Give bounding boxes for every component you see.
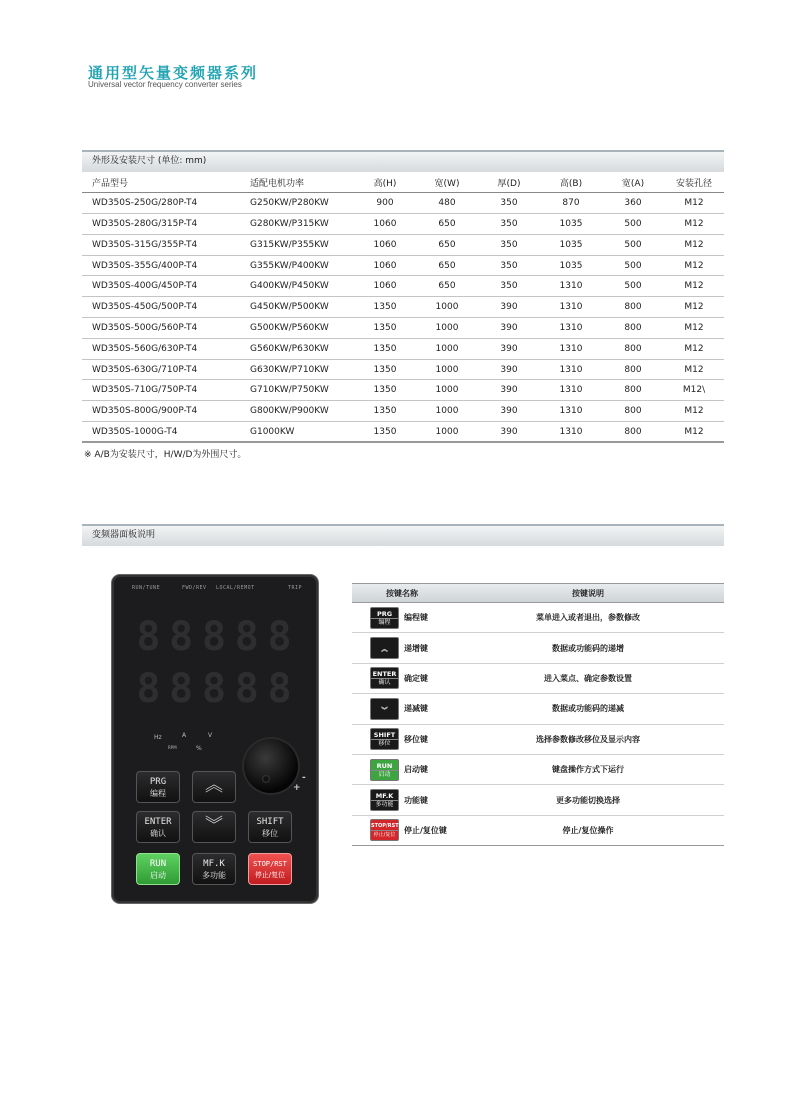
key-icon-label: ︾: [381, 705, 388, 714]
key-description: 选择参数修改移位及显示内容: [536, 734, 640, 744]
cell-power: G500KW/P560KW: [228, 318, 354, 339]
cell-power: G560KW/P630KW: [228, 338, 354, 359]
cell-depth: 350: [478, 193, 540, 214]
enter-key-icon: [370, 667, 399, 689]
cell-width: 1000: [416, 338, 478, 359]
cell-width: 1000: [416, 401, 478, 422]
table-row: [82, 255, 724, 276]
cell-mount-width: 500: [602, 255, 664, 276]
key-name: 功能键: [404, 795, 428, 805]
cell-width: 1000: [416, 380, 478, 401]
list-item: [352, 816, 724, 846]
prg-key-icon: [370, 607, 399, 629]
unit-hz: Hz: [154, 734, 162, 741]
chevron-up-icon: ︽: [205, 775, 223, 796]
cell-depth: 350: [478, 214, 540, 235]
cell-depth: 390: [478, 318, 540, 339]
key-icon-sublabel: 移位: [371, 739, 398, 748]
cell-hole: M12: [664, 318, 724, 339]
unit-rpm: RPM: [168, 745, 177, 750]
key-icon-label: PRG: [376, 609, 393, 618]
cell-mount-height: 870: [540, 193, 602, 214]
cell-height: 900: [354, 193, 416, 214]
run-key-icon: [370, 759, 399, 781]
cell-power: G800KW/P900KW: [228, 401, 354, 422]
cell-mount-width: 800: [602, 401, 664, 422]
stop-button-sublabel: 停止/复位: [254, 871, 286, 879]
col-header-mount-width: 宽(A): [602, 172, 664, 193]
table-row: [82, 380, 724, 401]
list-item: [352, 633, 724, 663]
cell-model: WD350S-355G/400P-T4: [82, 255, 228, 276]
cell-height: 1350: [354, 318, 416, 339]
cell-mount-width: 800: [602, 380, 664, 401]
enter-button-label: ENTER: [144, 817, 172, 827]
cell-power: G710KW/P750KW: [228, 380, 354, 401]
key-name: 递减键: [404, 704, 428, 714]
list-item: [352, 694, 724, 724]
key-name: 递增键: [404, 643, 428, 653]
shift-button-label: SHIFT: [256, 817, 284, 827]
cell-model: WD350S-450G/500P-T4: [82, 297, 228, 318]
knob-minus-label: -: [302, 773, 306, 783]
cell-height: 1350: [354, 401, 416, 422]
cell-hole: M12: [664, 422, 724, 443]
cell-width: 650: [416, 214, 478, 235]
cell-mount-width: 800: [602, 318, 664, 339]
key-table: [352, 583, 724, 846]
cell-hole: M12: [664, 401, 724, 422]
cell-power: G630KW/P710KW: [228, 359, 354, 380]
cell-depth: 390: [478, 359, 540, 380]
table-row: [82, 234, 724, 255]
cell-depth: 350: [478, 255, 540, 276]
table-row: [82, 338, 724, 359]
up-button[interactable]: [192, 771, 236, 803]
cell-depth: 350: [478, 276, 540, 297]
led-display-top: [134, 615, 294, 659]
led-digit: 8: [201, 614, 227, 660]
run-button-label: RUN: [149, 859, 167, 869]
key-icon-label: MF.K: [375, 792, 394, 801]
table-row: [82, 297, 724, 318]
cell-height: 1060: [354, 214, 416, 235]
cell-power: G280KW/P315KW: [228, 214, 354, 235]
key-description: 进入菜点、确定参数设置: [544, 673, 632, 683]
dimension-note: ※ A/B为安装尺寸，H/W/D为外围尺寸。: [84, 450, 247, 460]
down-button[interactable]: [192, 811, 236, 843]
key-icon-sublabel: 停止/复位: [371, 830, 398, 839]
shift-button[interactable]: [248, 811, 292, 843]
cell-width: 1000: [416, 359, 478, 380]
led-digit: 8: [136, 614, 161, 660]
page-title-en: Universal vector frequency converter series: [88, 80, 242, 89]
page-title-cn: 通用型矢量变频器系列: [88, 64, 259, 82]
key-description: 停止/复位操作: [562, 825, 614, 835]
panel-section-title: 变频器面板说明: [82, 524, 724, 546]
list-item: [352, 603, 724, 633]
cell-mount-height: 1310: [540, 380, 602, 401]
cell-depth: 390: [478, 380, 540, 401]
enter-button-sublabel: 确认: [150, 829, 166, 838]
knob-indicator-icon: [262, 775, 270, 783]
cell-width: 650: [416, 255, 478, 276]
prg-button[interactable]: [136, 771, 180, 803]
cell-mount-width: 800: [602, 297, 664, 318]
table-row: [82, 214, 724, 235]
key-icon-sublabel: 启动: [371, 770, 398, 779]
spec-table-header: [82, 172, 724, 193]
spec-table: [82, 172, 724, 443]
key-icon-label: SHIFT: [373, 731, 396, 740]
spec-section-title: 外形及安装尺寸 (单位: mm): [82, 150, 724, 172]
cell-model: WD350S-560G/630P-T4: [82, 338, 228, 359]
cell-width: 480: [416, 193, 478, 214]
unit-percent: %: [196, 745, 202, 752]
cell-mount-width: 500: [602, 214, 664, 235]
prg-button-sublabel: 编程: [150, 789, 166, 798]
cell-model: WD350S-630G/710P-T4: [82, 359, 228, 380]
cell-mount-height: 1035: [540, 214, 602, 235]
table-row: [82, 276, 724, 297]
key-table-header: [352, 583, 724, 603]
led-digit: 8: [234, 666, 259, 712]
mfk-button-label: MF.K: [203, 859, 225, 869]
cell-power: G355KW/P400KW: [228, 255, 354, 276]
cell-model: WD350S-1000G-T4: [82, 422, 228, 443]
led-digit: 8: [169, 614, 194, 660]
list-item: [352, 725, 724, 755]
cell-mount-width: 500: [602, 234, 664, 255]
key-name: 编程键: [404, 613, 428, 623]
led-digit: 8: [136, 666, 161, 712]
cell-mount-height: 1310: [540, 401, 602, 422]
cell-power: G400KW/P450KW: [228, 276, 354, 297]
col-header-mount-height: 高(B): [540, 172, 602, 193]
key-description: 菜单进入或者退出，参数修改: [536, 613, 640, 623]
key-description: 更多功能切换选择: [556, 795, 620, 805]
led-digit: 8: [201, 666, 227, 712]
key-name: 确定键: [404, 673, 428, 683]
key-icon-label: ENTER: [372, 670, 397, 679]
cell-height: 1350: [354, 297, 416, 318]
led-display-bottom: [134, 667, 294, 711]
cell-depth: 390: [478, 401, 540, 422]
key-icon-sublabel: 确认: [371, 678, 398, 687]
cell-width: 650: [416, 276, 478, 297]
cell-power: G1000KW: [228, 422, 354, 443]
cell-hole: M12: [664, 297, 724, 318]
cell-hole: M12\: [664, 380, 724, 401]
key-icon-label: ︽: [381, 645, 388, 654]
cell-depth: 390: [478, 297, 540, 318]
keypad-device: [112, 575, 318, 903]
mfk-button-sublabel: 多功能: [202, 871, 226, 880]
cell-mount-height: 1310: [540, 338, 602, 359]
cell-mount-width: 800: [602, 338, 664, 359]
down-key-icon: [370, 698, 399, 720]
cell-width: 1000: [416, 297, 478, 318]
cell-height: 1350: [354, 380, 416, 401]
col-header-model: 产品型号: [82, 172, 228, 193]
cell-height: 1060: [354, 234, 416, 255]
potentiometer-knob[interactable]: [244, 739, 298, 793]
cell-model: WD350S-280G/315P-T4: [82, 214, 228, 235]
cell-model: WD350S-400G/450P-T4: [82, 276, 228, 297]
cell-model: WD350S-250G/280P-T4: [82, 193, 228, 214]
unit-v: V: [208, 732, 213, 739]
key-description: 数据或功能码的递减: [552, 704, 624, 714]
key-icon-label: STOP/RST: [371, 823, 399, 830]
key-icon-label: RUN: [376, 761, 393, 770]
table-row: [82, 401, 724, 422]
shift-key-icon: [370, 728, 399, 750]
cell-mount-height: 1310: [540, 422, 602, 443]
cell-depth: 350: [478, 234, 540, 255]
unit-a: A: [182, 732, 187, 739]
trip-indicator: TRIP: [288, 585, 303, 591]
cell-mount-height: 1035: [540, 255, 602, 276]
up-key-icon: [370, 637, 399, 659]
fwd-rev-indicator: FWD/REV: [182, 585, 207, 591]
key-name-header: 按键名称: [386, 589, 418, 598]
run-tune-indicator: RUN/TUNE: [132, 585, 161, 591]
cell-mount-height: 1035: [540, 234, 602, 255]
key-desc-header: 按键说明: [572, 589, 604, 598]
cell-hole: M12: [664, 214, 724, 235]
cell-height: 1350: [354, 338, 416, 359]
cell-height: 1060: [354, 276, 416, 297]
led-digit: 8: [267, 666, 292, 712]
cell-height: 1350: [354, 359, 416, 380]
chevron-down-icon: ︾: [205, 815, 223, 836]
cell-mount-width: 500: [602, 276, 664, 297]
table-row: [82, 193, 724, 214]
cell-mount-height: 1310: [540, 318, 602, 339]
col-header-width: 宽(W): [416, 172, 478, 193]
cell-model: WD350S-800G/900P-T4: [82, 401, 228, 422]
table-row: [82, 422, 724, 443]
col-header-hole: 安装孔径: [664, 172, 724, 193]
cell-hole: M12: [664, 338, 724, 359]
col-header-power: 适配电机功率: [228, 172, 354, 193]
cell-width: 1000: [416, 318, 478, 339]
cell-mount-height: 1310: [540, 297, 602, 318]
list-item: [352, 785, 724, 815]
key-description: 键盘操作方式下运行: [552, 765, 624, 775]
col-header-depth: 厚(D): [478, 172, 540, 193]
cell-mount-width: 360: [602, 193, 664, 214]
stop-key-icon: [370, 819, 399, 841]
local-remote-indicator: LOCAL/REMOT: [216, 585, 255, 591]
run-button[interactable]: [136, 853, 180, 885]
cell-hole: M12: [664, 193, 724, 214]
led-digit: 8: [267, 614, 292, 660]
cell-mount-width: 800: [602, 422, 664, 443]
stop-button-label: STOP/RST: [253, 860, 287, 868]
led-digit: 8: [169, 666, 194, 712]
enter-button[interactable]: [136, 811, 180, 843]
key-icon-sublabel: 编程: [371, 618, 398, 627]
cell-model: WD350S-500G/560P-T4: [82, 318, 228, 339]
led-digit: 8: [234, 614, 259, 660]
cell-power: G250KW/P280KW: [228, 193, 354, 214]
cell-width: 650: [416, 234, 478, 255]
list-item: [352, 755, 724, 785]
run-button-sublabel: 启动: [150, 871, 166, 880]
cell-power: G315KW/P355KW: [228, 234, 354, 255]
table-row: [82, 318, 724, 339]
cell-hole: M12: [664, 359, 724, 380]
cell-hole: M12: [664, 276, 724, 297]
col-header-height: 高(H): [354, 172, 416, 193]
cell-power: G450KW/P500KW: [228, 297, 354, 318]
mfk-button[interactable]: [192, 853, 236, 885]
shift-button-sublabel: 移位: [262, 829, 278, 838]
mfk-key-icon: [370, 789, 399, 811]
knob-plus-label: +: [293, 783, 301, 793]
key-name: 移位键: [404, 734, 428, 744]
cell-depth: 390: [478, 422, 540, 443]
cell-mount-width: 800: [602, 359, 664, 380]
key-name: 启动键: [404, 765, 428, 775]
stop-reset-button[interactable]: [248, 853, 292, 885]
cell-mount-height: 1310: [540, 359, 602, 380]
table-row: [82, 359, 724, 380]
cell-depth: 390: [478, 338, 540, 359]
cell-hole: M12: [664, 255, 724, 276]
key-description: 数据或功能码的递增: [552, 643, 624, 653]
cell-mount-height: 1310: [540, 276, 602, 297]
cell-model: WD350S-315G/355P-T4: [82, 234, 228, 255]
cell-hole: M12: [664, 234, 724, 255]
cell-height: 1060: [354, 255, 416, 276]
list-item: [352, 664, 724, 694]
cell-width: 1000: [416, 422, 478, 443]
cell-height: 1350: [354, 422, 416, 443]
key-icon-sublabel: 多功能: [371, 800, 398, 809]
key-name: 停止/复位键: [404, 825, 447, 835]
prg-button-label: PRG: [149, 777, 167, 787]
cell-model: WD350S-710G/750P-T4: [82, 380, 228, 401]
